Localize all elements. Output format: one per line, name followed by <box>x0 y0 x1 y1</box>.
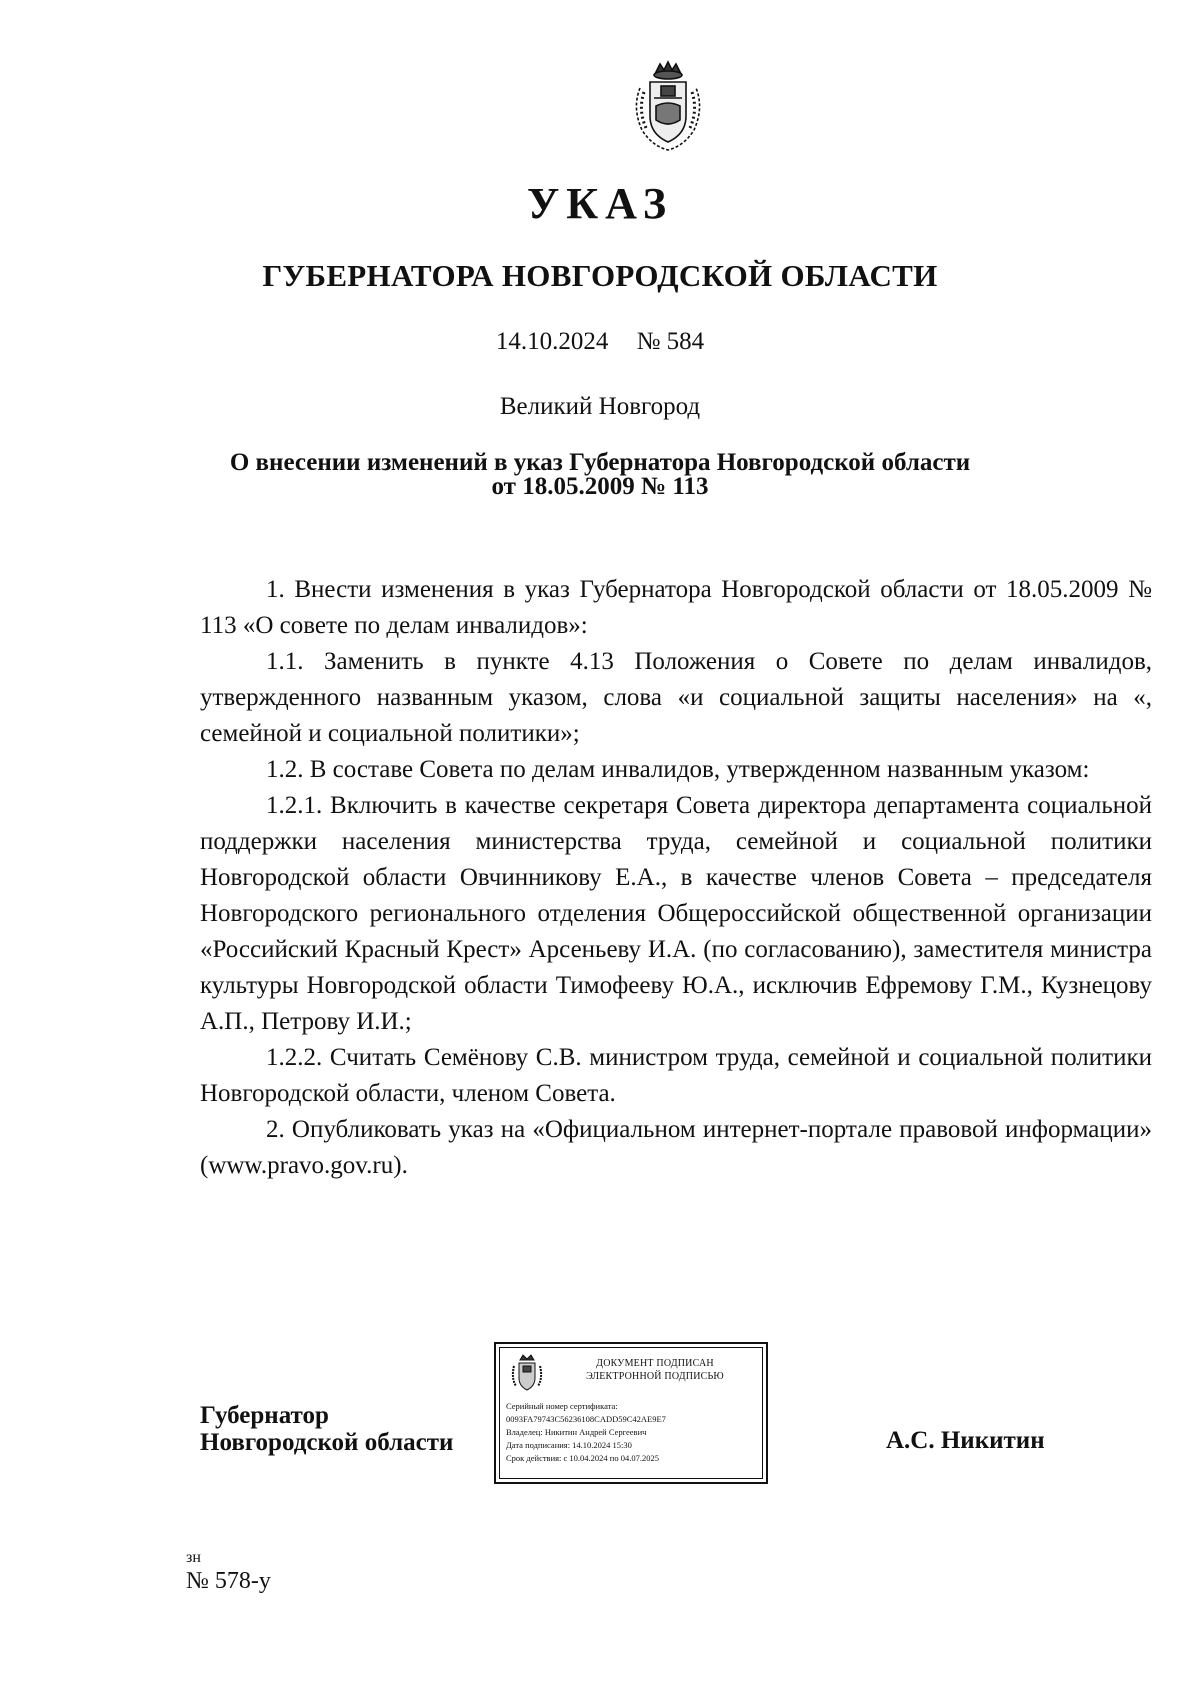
cert-validity: Срок действия: с 10.04.2024 по 04.07.2025 <box>506 1453 659 1463</box>
registration-footer <box>186 1549 271 1595</box>
paragraph: 1.2. В составе Совета по делам инвалидов, утвержденном названным указом: <box>266 756 1090 783</box>
paragraph: 1.1. Заменить в пункте 4.13 Положения о Совете по делам инвалидов, утвержденного названным указом, слова «и социальной защиты населения» на «, семейной и социальной политики»; <box>200 648 1152 747</box>
coat-of-arms-icon <box>628 58 708 154</box>
document-subject <box>0 451 1200 499</box>
document-type-title: УКАЗ <box>526 179 674 228</box>
document-date: 14.10.2024 <box>495 328 609 355</box>
registration-number: № 578-у <box>186 1568 271 1594</box>
stamp-header-line-2: ЭЛЕКТРОННОЙ ПОДПИСЬЮ <box>586 1371 724 1382</box>
number-sign: № <box>636 328 661 355</box>
registration-code: зн <box>186 1549 201 1566</box>
subject-line-1: О внесении изменений в указ Губернатора Новгородской области <box>229 449 971 476</box>
paragraph: 1.2.1. Включить в качестве секретаря Совета директора департамента социальной поддержки населения министерства труда, семейной и социальной политики Новгородской области Овчинникову Е.А., в качестве членов Совета – председателя Новгородского регионального отделения Общероссийской общественной организации «Российский Красный Крест» Арсеньеву И.А. (по согласованию), заместителя министра культуры Новгородской области Тимофееву Ю.А., исключив Ефремову Г.М., Кузнецову А.П., Петрову И.И.; <box>200 792 1152 1035</box>
signing-date: Дата подписания: 14.10.2024 15:30 <box>506 1440 632 1450</box>
paragraph: 1. Внести изменения в указ Губернатора Новгородской области от 18.05.2009 № 113 «О совете по делам инвалидов»: <box>200 576 1152 639</box>
stamp-coat-of-arms-icon <box>510 1354 544 1394</box>
cert-serial: 0093FA79743C56236108CADD59C42AE9E7 <box>506 1414 666 1424</box>
stamp-header-line-1: ДОКУМЕНТ ПОДПИСАН <box>596 1358 714 1369</box>
cert-label: Серийный номер сертификата: <box>506 1401 618 1411</box>
electronic-signature-stamp <box>494 1342 768 1484</box>
signer-position <box>200 1402 453 1456</box>
paragraph: 2. Опубликовать указ на «Официальном интернет-портале правовой информации» (www.pravo.gov.ru). <box>200 1116 1152 1179</box>
signer-name: А.С. Никитин <box>886 1427 1045 1454</box>
date-number-line <box>0 328 1200 356</box>
position-line-2: Новгородской области <box>200 1429 454 1456</box>
cert-owner: Владелец: Никитин Андрей Сергеевич <box>506 1427 647 1437</box>
city: Великий Новгород <box>499 393 701 420</box>
paragraph: 1.2.2. Считать Семёнову С.В. министром труда, семейной и социальной политики Новгородской области, членом Совета. <box>200 1044 1152 1107</box>
stamp-details <box>506 1400 666 1465</box>
issuer-title: ГУБЕРНАТОРА НОВГОРОДСКОЙ ОБЛАСТИ <box>262 258 938 293</box>
document-number: 584 <box>666 328 705 355</box>
subject-line-2: от 18.05.2009 № 113 <box>491 473 709 500</box>
position-line-1: Губернатор <box>200 1402 329 1429</box>
stamp-header <box>550 1357 760 1383</box>
document-body <box>200 572 1152 1184</box>
